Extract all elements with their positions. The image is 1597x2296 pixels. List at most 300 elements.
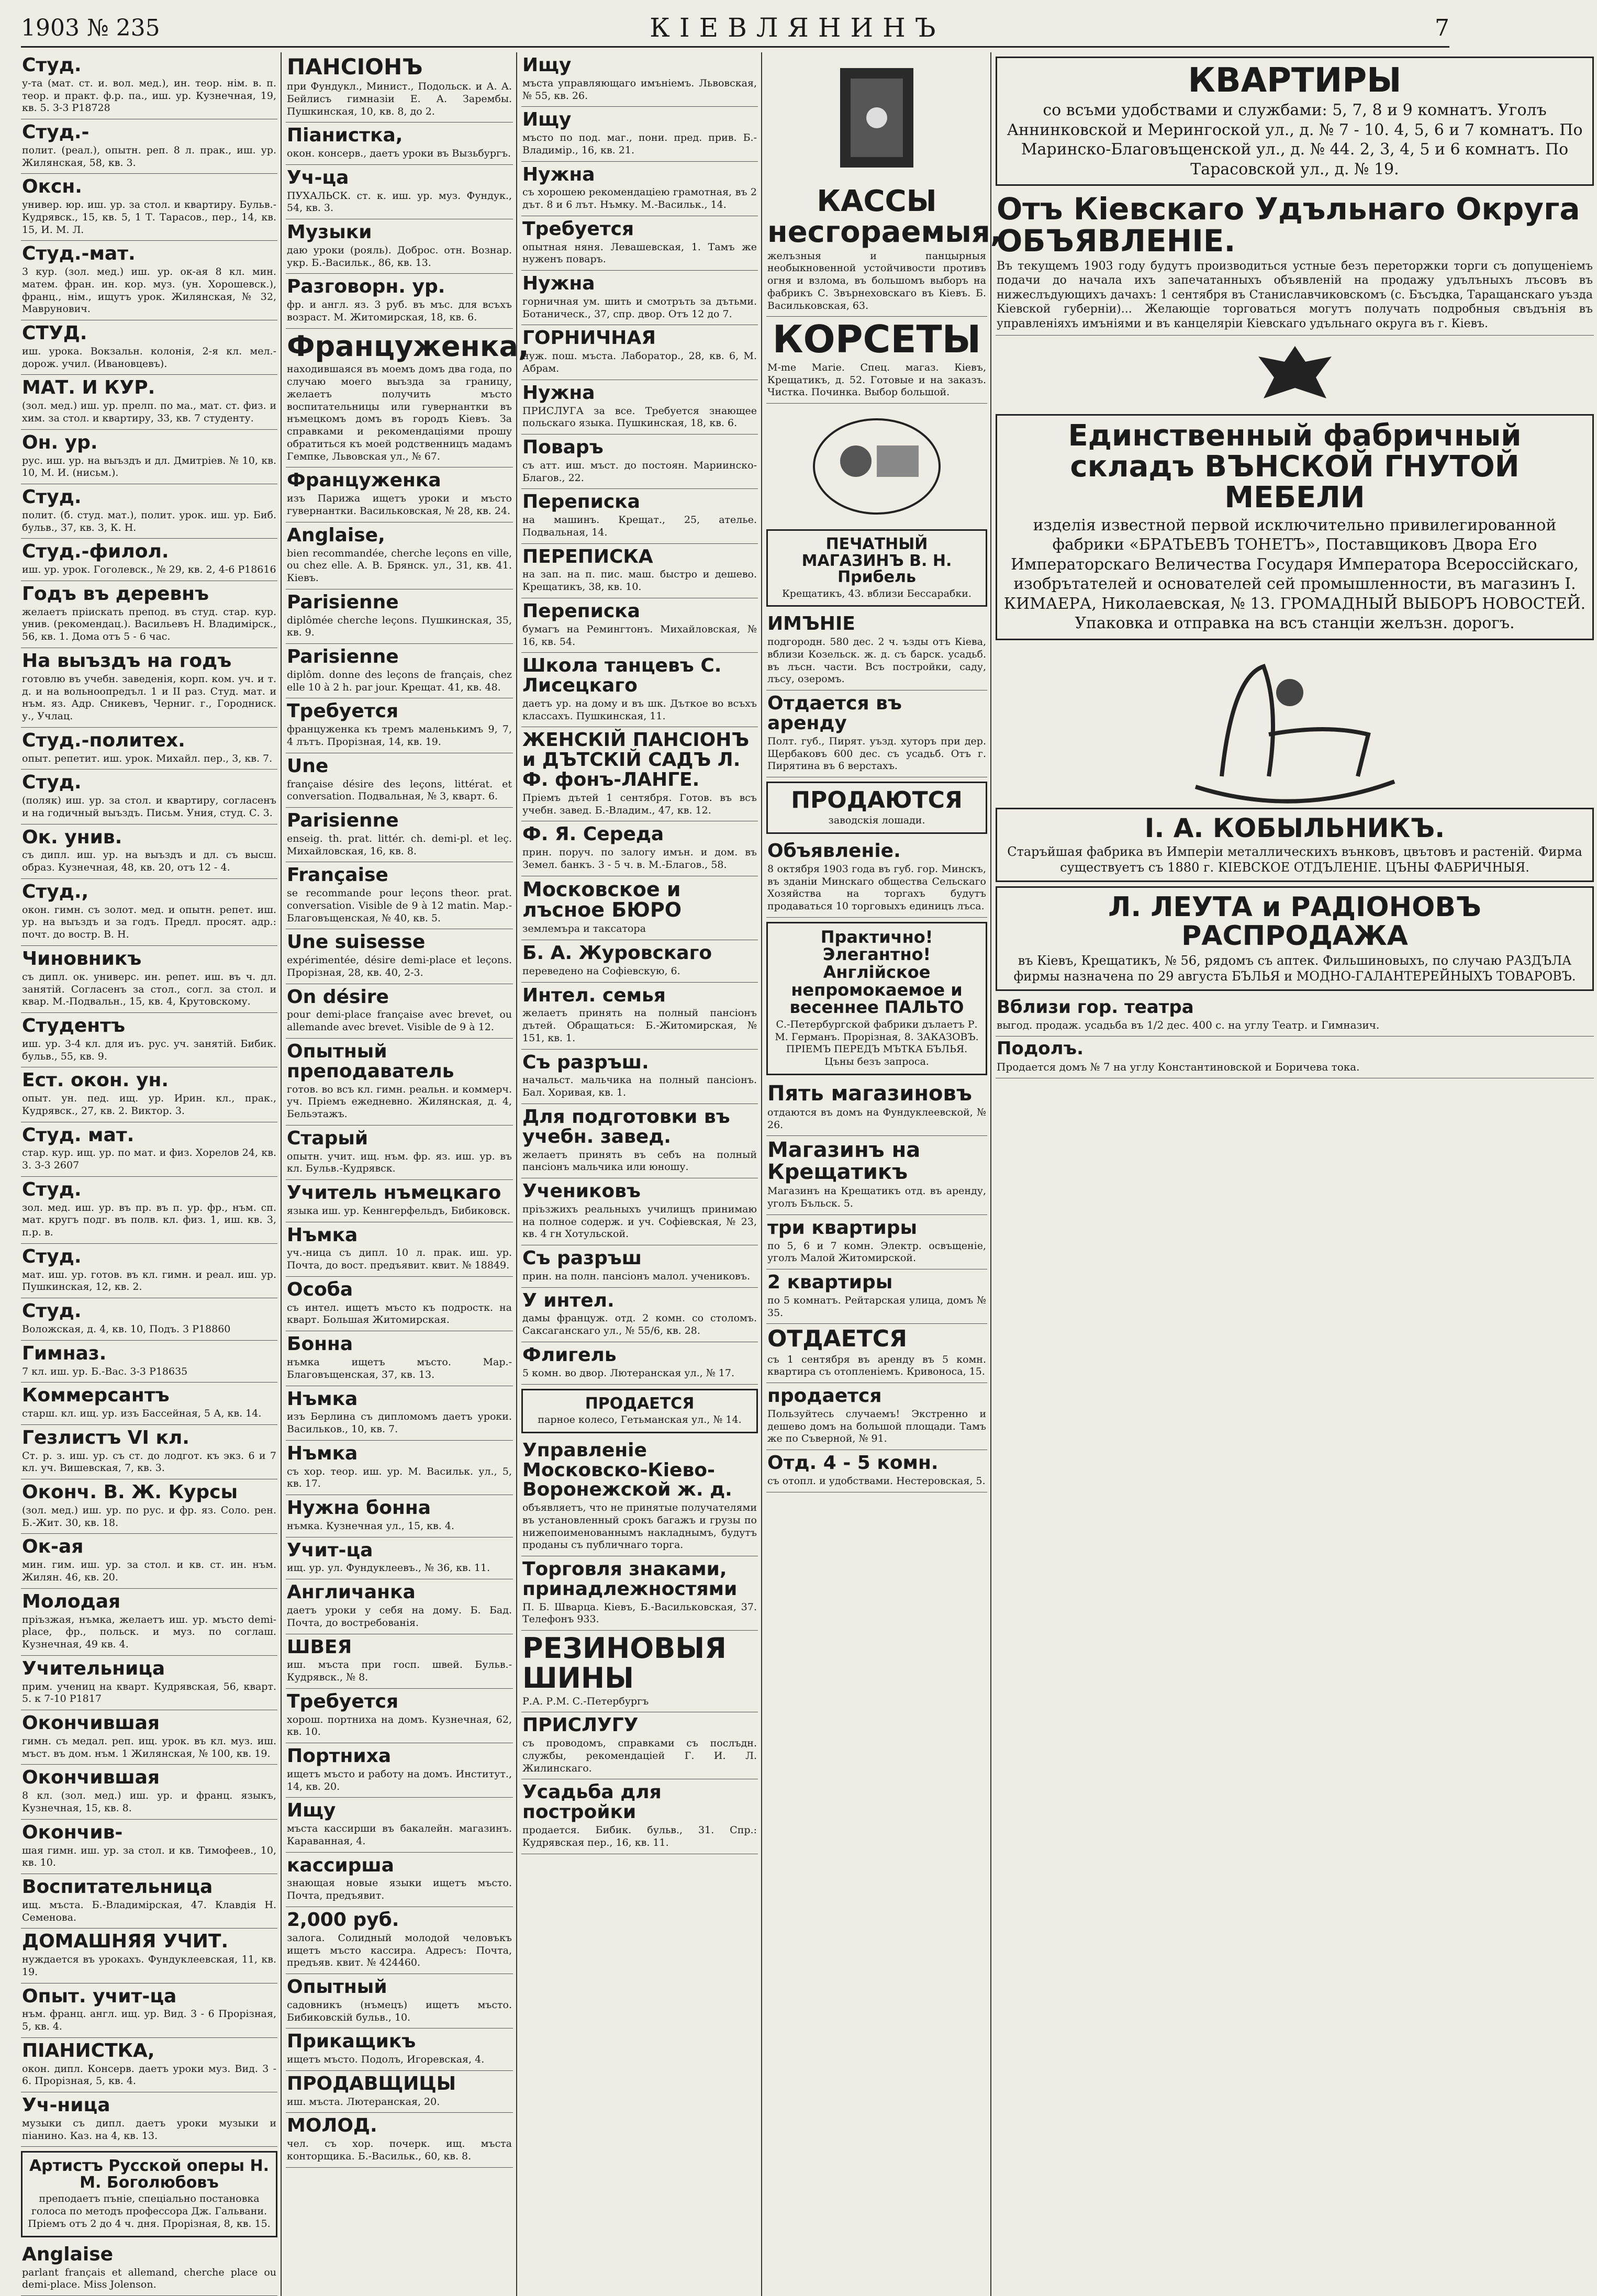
classified-ad <box>996 414 1594 640</box>
ad-title: РЕЗИНОВЫЯ ШИНЫ <box>522 1632 727 1695</box>
ad-body: ищ. мъста. Б.-Владимiрская, 47. Клавдiя Н. Семенова. <box>22 1899 276 1923</box>
classified-ad <box>521 1342 758 1385</box>
ad-body: иш. мъста. Лютеранская, 20. <box>287 2096 440 2108</box>
ad-title: ПРОДАВЩИЦЫ <box>287 2072 456 2094</box>
ad-body: иш. мъста при госп. швей. Бульв.-Кудрявск., № 8. <box>287 1659 512 1684</box>
classified-ad <box>21 320 277 375</box>
classified-ad <box>286 698 513 753</box>
classified-ad <box>996 1036 1594 1078</box>
classified-ad <box>521 1712 758 1779</box>
ad-title: ПРОДАЕТСЯ <box>585 1394 695 1413</box>
classified-ad <box>21 1479 277 1534</box>
classified-ad <box>21 119 277 174</box>
ad-title: Anglaise <box>22 2243 114 2265</box>
classified-ad <box>521 107 758 161</box>
ad-title: Студ. <box>22 1178 82 1200</box>
ad-body: парное колесо, Гетьманская ул., № 14. <box>538 1414 742 1425</box>
rocking-chair-illustration <box>996 645 1594 803</box>
ad-body: (зол. мед.) иш. ур. прелп. по ма., мат. ст. физ. и хим. за стол. и квартиру, 33, кв. 7 студенту. <box>22 400 276 425</box>
ad-body: универ. юр. иш. ур. за стол. и квартиру. Бульв.-Кудрявск., 15, кв. 5, 1 Т. Тарасов., пер., 14, кв. 15, И. М. Л. <box>22 199 276 236</box>
ad-body: съ хор. теор. иш. ур. М. Васильк. ул., 5, кв. 17. <box>287 1465 512 1490</box>
ad-title: Учениковъ <box>522 1180 641 1202</box>
ad-title: Уч-ница <box>22 2094 110 2116</box>
ad-title: Студ. <box>22 772 82 794</box>
ad-title: Особа <box>287 1278 353 1300</box>
ad-body: съ 1 сентября въ аренду въ 5 комн. квартира съ отопленiемъ. Кривоноса, 15. <box>767 1353 986 1378</box>
ad-title: Опытный преподаватель <box>287 1040 454 1082</box>
classified-ad <box>21 1298 277 1341</box>
classified-ad <box>996 57 1594 186</box>
ad-body: съ проводомъ, справками съ послъдн. службы, рекомендацiей Г. И. Л. Жилинскаго. <box>522 1737 757 1774</box>
ad-body: желаетъ принять на полный пансiонъ дътей. Обращаться: Б.-Житомирская, № 151, кв. 1. <box>522 1007 757 1044</box>
classified-ad <box>766 611 987 690</box>
ad-title: Окончившая <box>22 1767 160 1789</box>
ad-body: даетъ ур. на дому и въ шк. Дъткое во всъхъ классахъ. Пушкинская, 11. <box>522 697 757 722</box>
ad-body: чел. съ хор. почерк. ищ. мъста конторщика. Б.-Васильк., 60, кв. 8. <box>287 2138 512 2162</box>
ad-body: 5 комн. во двор. Лютеранская ул., № 17. <box>522 1367 734 1379</box>
classified-ad <box>286 122 513 165</box>
ad-title: Une <box>287 755 329 777</box>
ad-body: Продается домъ № 7 на углу Константиновской и Боричева тока. <box>997 1060 1360 1073</box>
ad-body: нуждается въ урокахъ. Фундуклеевская, 11, кв. 19. <box>22 1954 276 1978</box>
classified-ad <box>286 1039 513 1125</box>
issue-number: 1903 № 235 <box>21 14 160 41</box>
ad-body: 3 кур. (зол. мед.) иш. ур. ок-ая 8 кл. мин. матем. фран. ин. кор. муз. (ун. Хорошевск.), франц., нiм., ищутъ урок. Жилянская, № 32, Маврунович. <box>22 266 276 315</box>
classified-ad <box>286 1853 513 1907</box>
ad-body: изъ Берлина съ дипломомъ даетъ уроки. Васильков., 10, кв. 7. <box>287 1411 512 1435</box>
ad-body: землемъра и таксатора <box>522 923 646 935</box>
ad-body: заводскiя лошади. <box>828 815 925 827</box>
classified-ad <box>521 162 758 216</box>
classified-ad <box>286 1125 513 1180</box>
ad-title: Требуется <box>287 1690 399 1712</box>
ad-title: Ест. окон. ун. <box>22 1069 169 1091</box>
ad-body: на зап. на п. пис. маш. быстро и дешево. Крещатикъ, 38, кв. 10. <box>522 569 757 593</box>
classified-ad <box>766 1324 987 1383</box>
ad-title: Флигель <box>522 1344 617 1366</box>
classified-ad <box>286 52 513 122</box>
ad-body: нуж. пош. мъста. Лаборатор., 28, кв. 6, М. Абрам. <box>522 350 757 375</box>
ad-body: съ хорошею рекомендацiею грамотная, въ 2 дът. 8 и 6 лът. Нъмку. М.-Васильк., 14. <box>522 186 757 211</box>
ad-title: Бонна <box>287 1333 353 1355</box>
ad-title: Отд. 4 - 5 комн. <box>767 1452 939 1474</box>
classified-ad <box>21 879 277 946</box>
classified-ad <box>521 1631 758 1712</box>
classified-ad <box>21 1177 277 1244</box>
columns <box>21 52 1593 2291</box>
classified-ad <box>521 216 758 271</box>
ad-body: желаетъ принять въ себъ на полный пансiонъ мальчика или юношу. <box>522 1149 757 1173</box>
classified-ad <box>521 325 758 380</box>
ad-title: ПРОДАЮТСЯ <box>791 787 963 814</box>
ad-title: Окончившая <box>22 1712 160 1734</box>
ad-title: ПЕРЕПИСКА <box>522 545 653 567</box>
ad-body: se recommande pour leçons theor. prat. conversation. Visible de 9 à 12 matin. Мар.-Благовъщенская, № 40, кв. 5. <box>287 887 512 924</box>
ad-body: 8 кл. (зол. мед.) иш. ур. и франц. языкъ, Кузнечная, 15, кв. 8. <box>22 1790 276 1814</box>
column-3 <box>521 52 762 2296</box>
ad-body: даетъ уроки у себя на дому. Б. Бад. Почта, до востребованiя. <box>287 1604 512 1629</box>
ad-body: 7 кл. иш. ур. Б.-Вас. 3-3 Р18635 <box>22 1365 188 1377</box>
ad-body: ищетъ мъсто. Подолъ, Игоревская, 4. <box>287 2054 485 2066</box>
classified-ad <box>21 946 277 1013</box>
ad-title: Француженка <box>287 470 441 492</box>
classified-ad <box>766 838 987 918</box>
ad-title: 2,000 руб. <box>287 1909 399 1931</box>
ad-body: иш. ур. урок. Гоголевск., № 29, кв. 2, 4-6 Р18616 <box>22 564 276 576</box>
ad-body: садовникъ (нъмецъ) ищетъ мъсто. Бибиковскiй бульв., 10. <box>287 1999 512 2023</box>
classified-ad <box>21 1589 277 1656</box>
ad-title: Нужна <box>522 382 595 404</box>
classified-ad <box>21 1534 277 1588</box>
classified-ad <box>521 598 758 653</box>
classified-ad <box>21 2038 277 2092</box>
ad-body: языка иш. ур. Кеннгерфельдъ, Бибиковск. <box>287 1205 510 1217</box>
classified-ad <box>21 1013 277 1067</box>
ad-title: Гезлистъ VI кл. <box>22 1426 189 1448</box>
ad-title: КАССЫ несгораемыя, <box>767 184 1002 249</box>
ad-title: Магазинъ на Крещатикъ <box>767 1138 921 1185</box>
ad-body: ищ. ур. ул. Фундуклеевъ., № 36, кв. 11. <box>287 1562 490 1574</box>
ad-title: У интел. <box>522 1289 615 1311</box>
ad-body: мин. гим. иш. ур. за стол. и кв. ст. ин. нъм. Жилян. 46, кв. 20. <box>22 1559 276 1584</box>
ad-title: Требуется <box>522 218 634 240</box>
ad-title: Воспитательница <box>22 1876 213 1898</box>
ad-body: Прiемъ дътей 1 сентября. Готов. въ всъ учебн. завед. Б.-Владим., 47, кв. 12. <box>522 792 757 816</box>
classified-ad <box>21 1820 277 1874</box>
ad-body: Воложская, д. 4, кв. 10, Подъ. 3 Р18860 <box>22 1323 231 1335</box>
ad-title: три квартиры <box>767 1217 918 1239</box>
ad-body: готовлю въ учебн. заведенiя, корп. ком. уч. и т. д. и на вольноопредъл. 1 и II раз. Студ. мат. и нъм. яз. Адр. Сникевъ, Черниг. г., Городниск. у., Учлац. <box>22 673 276 722</box>
ad-title: Годъ въ деревнъ <box>22 583 209 605</box>
classified-ad <box>21 1983 277 2038</box>
classified-ad <box>521 876 758 941</box>
classified-ad <box>286 984 513 1039</box>
ad-body: у-та (мат. ст. и. вол. мед.), ин. теор. нiм. в. п. теор. и практ. ф.р. па., иш. ур. Кузнечная, 19, кв. 5. 3-3 Р18728 <box>22 77 276 114</box>
ad-title: ОТДАЕТСЯ <box>767 1325 907 1353</box>
classified-ad <box>21 375 277 429</box>
ad-title: Студ.-мат. <box>22 243 136 265</box>
ad-title: Учит-ца <box>287 1539 373 1561</box>
classified-ad <box>21 824 277 879</box>
ad-title: СТУД. <box>22 322 87 344</box>
ad-title: Ищу <box>522 109 572 131</box>
ad-title: Француженка, <box>287 329 529 363</box>
classified-ad <box>286 1579 513 1634</box>
classified-ad <box>21 648 277 728</box>
ad-title: Поваръ <box>522 437 604 459</box>
ad-title: Нъмка <box>287 1224 358 1246</box>
ad-body: горничная ум. шить и смотръть за дътьми. Ботаническ., 37, спр. двор. Отъ 12 до 7. <box>522 295 757 320</box>
ad-body: прим. учениц на кварт. Кудрявская, 56, кварт. 5. к 7-10 Р1817 <box>22 1680 276 1705</box>
vignette-illustration <box>766 409 987 524</box>
ad-body: окон. консерв., даетъ уроки въ Вызьбургъ. <box>287 148 511 160</box>
ad-body: уч.-ница съ дипл. 10 л. прак. иш. ур. Почта, до вост. предъявит. квит. № 18849. <box>287 1247 512 1272</box>
ad-body: diplôm. donne des leçons de français, chez elle 10 à 2 h. par jour. Крещат. 41, кв. 48. <box>287 668 512 693</box>
column-2 <box>286 52 529 2296</box>
ad-body: Ст. р. з. иш. ур. съ ст. до лодгот. къ экз. 6 и 7 кл. уч. Вишевская, 7, кв. 3. <box>22 1450 276 1474</box>
ad-body: окон. гимн. съ золот. мед. и опытн. репет. иш. ур. на выъздъ и за годъ. Предл. просят. адр.: почт. до востр. В. Н. <box>22 904 276 941</box>
ad-title: Молодая <box>22 1590 121 1612</box>
ad-title: Прикащикъ <box>287 2031 416 2053</box>
ad-body: прiъзжая, нъмка, желаетъ иш. ур. мъсто demi-place, фр., польск. и муз. по соглаш. Кузнечная, 49 кв. 4. <box>22 1613 276 1651</box>
classified-ad <box>21 1425 277 1479</box>
classified-ad <box>21 2242 277 2296</box>
ad-body: объявляетъ, что не принятые получателями въ установленный срокъ багажъ и грузы по нижепоименованнымъ накладнымъ, будутъ проданы съ публичнаго торга. <box>522 1502 757 1551</box>
ad-body: мъста кассирши въ бакалейн. магазинъ. Караванная, 4. <box>287 1823 512 1847</box>
classified-ad <box>521 1245 758 1288</box>
ad-body: опыт. ун. пед. ищ. ур. Ирин. кл., прак., Кудрявск., 27, кв. 2. Виктор. 3. <box>22 1093 276 1117</box>
ad-body: нъм. франц. англ. ищ. ур. Вид. 3 - 6 Прорiзная, 5, кв. 4. <box>22 2008 276 2033</box>
ad-title: Чиновникъ <box>22 948 142 969</box>
classified-ad <box>521 434 758 489</box>
classified-ad <box>521 52 758 107</box>
classified-ad <box>21 1383 277 1425</box>
classified-ad <box>286 2113 513 2167</box>
classified-ad <box>21 2151 277 2237</box>
ad-title: Съ разръш. <box>522 1051 649 1073</box>
classified-ad <box>521 1050 758 1104</box>
classified-ad <box>21 539 277 581</box>
classified-ad <box>21 770 277 824</box>
classified-ad <box>21 1929 277 1983</box>
ad-body: находившаяся въ моемъ домъ два года, по случаю моего выъзда за границу, желаетъ получить мъсто воспитательницы или гувернантки въ нъмецкомъ домъ въ городъ Кiевъ. За справками и рекомендацiями прошу обратиться къ моей родственницъ мадамъ Гемпке, Львовская ул., № 67. <box>287 363 512 462</box>
ad-body: Магазинъ на Крещатикъ отд. въ аренду, уголъ Бъльск. 5. <box>767 1185 986 1210</box>
ad-title: Студ.- <box>22 121 90 143</box>
ad-body: M-me Marie. Спец. магаз. Кiевъ, Крещатикъ, д. 52. Готовые и на заказъ. Чистка. Починка. Выбор большой. <box>767 361 986 398</box>
ad-body: иш. урока. Вокзальн. колонiя, 2-я кл. мел.-дорож. учил. (Ивановцевъ). <box>22 345 276 370</box>
ad-body: enseig. th. prat. littér. ch. demi-pl. et leç. Михайловская, 16, кв. 8. <box>287 832 512 857</box>
column-1 <box>21 52 282 2296</box>
ad-title: Переписка <box>522 491 640 513</box>
ad-body: опыт. репетит. иш. урок. Михайл. пер., 3, кв. 7. <box>22 752 273 764</box>
page-number: 7 <box>1435 14 1449 41</box>
ad-body: переведено на Софiевскую, 6. <box>522 965 680 977</box>
ad-body: начальст. мальчика на полный пансiонъ. Бал. Хоривая, кв. 1. <box>522 1074 757 1099</box>
ad-title: Переписка <box>522 600 640 622</box>
ad-body: отдаются въ домъ на Фундуклеевской, № 26. <box>767 1106 986 1131</box>
classified-ad <box>286 589 513 644</box>
ad-title: Л. ЛЕУТА и РАДIОНОВЪ РАСПРОДАЖА <box>1108 891 1481 952</box>
ad-title: Нужна <box>522 273 595 295</box>
ad-body: по 5, 6 и 7 комн. Электр. освъщенiе, уголъ Малой Житомирской. <box>767 1240 986 1264</box>
ad-body: подгородн. 580 дес. 2 ч. ъзды отъ Кiева, вблизи Козельск. ж. д. съ барск. усадьб. въ лъсн. части. Всъ постройки, саду, лъсу, озеромъ. <box>767 636 986 685</box>
ad-body: окон. дипл. Консерв. даетъ уроки муз. Вид. 3 - 6. Прорiзная, 5, кв. 4. <box>22 2063 276 2087</box>
ad-title: КОРСЕТЫ <box>772 317 981 362</box>
classified-ad <box>521 1389 758 1433</box>
ad-title: Торговля знаками, принадлежностями <box>522 1558 738 1600</box>
ad-body: стар. кур. ищ. ур. по мат. и физ. Хорелов 24, кв. 3. 3-3 2607 <box>22 1147 276 1172</box>
ad-body: bien recommandée, cherche leçons en ville, ou chez elle. A. B. Брянск. ул., 31, кв. 41. Кiевъ. <box>287 547 512 584</box>
ad-title: Съ разръш <box>522 1247 642 1269</box>
ad-title: Единственный фабричный складъ ВЪНСКОЙ ГНУТОЙ МЕБЕЛИ <box>1068 419 1522 515</box>
ad-body: 8 октября 1903 года въ губ. гор. Минскъ, въ зданiи Минскаго общества Сельскаго Хозяйства на торгахъ будутъ продаваться 10 торговыхъ единицъ лъса. <box>767 863 986 912</box>
ad-body: изделiя известной первой исключительно привилегированной фабрики «БРАТЬЕВЪ ТОНЕТЪ», Поставщиковъ Двора Его Императорскаго Величества Государя Императора Всероссiйскаго, изобрътателей и основателей сей промышленности, въ магазинъ I. КИМАЕРА, Николаевская, № 13. ГРОМАДНЫЙ ВЫБОРЪ НОВОСТЕЙ. Упаковка и отправка на всъ станцiи желъзн. дорогъ. <box>1003 516 1586 633</box>
ad-title: Ф. Я. Середа <box>522 823 664 845</box>
ad-body: Крещатикъ, 43. вблизи Бессарабки. <box>782 587 971 599</box>
ad-body: Р.А. Р.М. С.-Петербургъ <box>522 1695 649 1707</box>
ad-body: прiъзжихъ реальныхъ училищъ принимаю на полное содерж. и уч. Софiевская, № 23, кв. 4 гн Хотульской. <box>522 1203 757 1240</box>
ad-title: ДОМАШНЯЯ УЧИТ. <box>22 1931 229 1953</box>
ad-body: гимн. съ медал. реп. ищ. урок. въ кл. муз. иш. мъст. въ дом. нъм. 1 Жилянская, № 100, кв. 19. <box>22 1735 276 1759</box>
ad-body: expérimentée, désire demi-place et leçons. Прорiзная, 28, кв. 40, 2-3. <box>287 954 512 978</box>
ad-title: Отъ Кiевскаго Удъльнаго Округа ОБЪЯВЛЕНIЕ. <box>997 191 1580 259</box>
ad-title: Портниха <box>287 1745 392 1767</box>
ad-body: съ атт. иш. мъст. до постоян. Мариинско-Благов., 22. <box>522 459 757 484</box>
classified-ad <box>21 52 277 119</box>
classified-ad <box>286 165 513 219</box>
classified-ad <box>286 1331 513 1386</box>
ad-body: diplômée cherche leçons. Пушкинская, 35, кв. 9. <box>287 614 512 639</box>
ad-body: parlant français et allemand, cherche place ou demi-place. Miss Jolenson. <box>22 2266 276 2291</box>
ad-title: Нужна бонна <box>287 1497 431 1519</box>
classified-ad <box>521 983 758 1050</box>
ad-title: Студ. <box>22 1300 82 1322</box>
classified-ad <box>521 821 758 876</box>
ad-title: ПIАНИСТКА, <box>22 2039 155 2061</box>
classified-ad <box>286 1180 513 1222</box>
ad-body: музыки съ дипл. даетъ уроки музыки и пiанино. Каз. на 4, кв. 13. <box>22 2117 276 2142</box>
ad-title: ПАНСIОНЪ <box>287 54 423 80</box>
classified-ad <box>286 2028 513 2071</box>
ad-title: Объявленiе. <box>767 840 901 862</box>
classified-ad <box>996 995 1594 1037</box>
ad-title: Интел. семья <box>522 984 666 1006</box>
ad-title: Пiанистка, <box>287 125 403 147</box>
ad-body: на машинъ. Крещат., 25, ателье. Подвальная, 14. <box>522 514 757 538</box>
ad-body: полит. (реал.), опытн. реп. 8 л. прак., иш. ур. Жилянская, 58, кв. 3. <box>22 144 276 169</box>
ad-title: Студентъ <box>22 1015 126 1036</box>
classified-ad <box>286 1743 513 1798</box>
ad-body: полит. (б. студ. мат.), полит. урок. иш. ур. Биб. бульв., 37, кв. 3, К. Н. <box>22 509 276 533</box>
ad-body: ПРИСЛУГА за все. Требуется знающее польскаго языка. Пушкинская, 18, кв. 6. <box>522 405 757 429</box>
ad-title: Ищу <box>522 54 572 76</box>
classified-ad <box>766 1136 987 1215</box>
classified-ad <box>521 1779 758 1854</box>
ad-body: съ дипл. ок. универс. ин. репет. иш. въ ч. дл. занятiй. Согласенъ за стол., согл. за стол. и квар. М.-Подвальн., 15, кв. 4, Крутовскому. <box>22 971 276 1008</box>
ad-body: Старъйшая фабрика въ Имперiи металлическихъ вънковъ, цвътовъ и растенiй. Фирма существуетъ съ 1880 г. КIЕВСКОЕ ОТДЪЛЕНIЕ. ЦЪНЫ ФАБРИЧНЫЯ. <box>1007 844 1582 875</box>
ad-title: Студ., <box>22 880 89 902</box>
classified-ad <box>766 690 987 777</box>
classified-ad <box>286 1441 513 1495</box>
newspaper-title: КIЕВЛЯНИНЪ <box>650 13 945 43</box>
classified-ad <box>21 1067 277 1122</box>
classified-ad <box>521 544 758 598</box>
ad-title: Опытный <box>287 1976 387 1998</box>
ad-title: ШВЕЯ <box>287 1636 352 1658</box>
ad-body: прин. поруч. по залогу имън. и дом. въ Земел. банкъ. 3 - 5 ч. в. М.-Благов., 58. <box>522 846 757 871</box>
ad-title: Нъмка <box>287 1442 358 1464</box>
classified-ad <box>21 430 277 484</box>
ad-body: С.-Петербургской фабрики дълаетъ Р. М. Германъ. Прорiзная, 8. ЗАКАЗОВЪ. ПРIЕМЪ ПЕРЕДЪ МЪТКА БЪЛЬЯ. Цъны безъ запроса. <box>775 1018 979 1068</box>
ad-body: ищетъ мъсто и работу на домъ. Институт., 14, кв. 20. <box>287 1768 512 1792</box>
classified-ad <box>286 862 513 929</box>
ad-body: зол. мед. иш. ур. въ пр. въ п. ур. фр., нъм. сп. мат. кругъ подг. въ полв. кл. физ. 1, иш. кв. 3, п.р. в. <box>22 1201 276 1239</box>
classified-ad <box>766 1215 987 1269</box>
ad-body: со всъми удобствами и службами: 5, 7, 8 и 9 комнатъ. Уголъ Аннинковской и Мерингоской ул., д. № 7 - 10. 4, 5, 6 и 7 комнатъ. По Маринско-Благовъщенской ул., д. № 44. 2, 3, 4, 5 и 6 комнатъ. По Тарасовской ул., д. № 19. <box>1007 101 1583 179</box>
ad-title: На выъздъ на годъ <box>22 650 232 672</box>
ad-title: Учитель нъмецкаго <box>287 1182 501 1204</box>
classified-ad <box>521 1556 758 1631</box>
classified-ad <box>996 808 1594 883</box>
ad-title: Вблизи гор. театра <box>997 996 1194 1018</box>
ad-title: Гимназ. <box>22 1342 107 1364</box>
ad-title: Старый <box>287 1127 368 1149</box>
ad-body: изъ Парижа ищетъ уроки и мъсто гувернантки. Васильковская, № 28, кв. 24. <box>287 493 512 517</box>
ad-title: Он. ур. <box>22 431 98 453</box>
ad-title: Музыки <box>287 221 372 243</box>
classified-ad <box>21 1874 277 1929</box>
ad-body: желаетъ прiискать препод. въ студ. стар. кур. унив. (рекомендац.). Васильевъ Н. Владимiрск., 56, кв. 1. Дома отъ 5 - 6 час. <box>22 606 276 643</box>
classified-ad <box>21 1341 277 1383</box>
classified-ad <box>286 644 513 698</box>
ad-title: Окончив- <box>22 1821 123 1843</box>
ad-title: Ок. унив. <box>22 826 122 848</box>
classified-ad <box>766 1269 987 1324</box>
ad-body: Полт. губ., Пирят. уъзд. хуторъ при дер. Щербаковъ 600 дес. съ усадьб. Отъ г. Пирятина въ 6 верстахъ. <box>767 735 986 772</box>
ad-body: Въ текущемъ 1903 году будутъ производиться устные безъ переторжки торги съ допущенiемъ подачи до начала ихъ запечатанныхъ объявленiй на продажу удълъныхъ лъсовъ въ нижеслъдующихъ дачахъ: 1 сентября въ Станиславчиковскомъ (с. Бъсъдка, Таращанскаго уъзда Кiевской губернiи)... Желающiе торговаться могутъ получать подробныя свъдънiя въ управленiяхъ имънiями и въ канцелярiи Кiевскаго удъльнаго округа въ г. Кiевъ. <box>997 259 1593 330</box>
ad-title: Студ. мат. <box>22 1124 135 1146</box>
ad-body: съ отопл. и удобствами. Нестеровская, 5. <box>767 1475 986 1487</box>
classified-ad <box>21 1656 277 1710</box>
classified-ad <box>21 1710 277 1765</box>
ad-title: Практично! Элегантно! Англiйское непромокаемое и весеннее ПАЛЬТО <box>789 927 964 1018</box>
ad-body: шая гимн. иш. ур. за стол. и кв. Тимофеев., 10, кв. 10. <box>22 1844 276 1869</box>
ad-title: Студ.-филол. <box>22 541 169 563</box>
ad-title: Англичанка <box>287 1581 416 1603</box>
classified-ad <box>286 522 513 589</box>
classified-ad <box>286 1634 513 1689</box>
ad-title: Б. А. Журовскаго <box>522 942 712 964</box>
ad-title: Студ.-политех. <box>22 729 185 751</box>
ad-body: старш. кл. ищ. ур. изъ Бассейная, 5 А, кв. 14. <box>22 1408 262 1420</box>
ad-title: Уч-ца <box>287 166 349 188</box>
ad-title: Студ. <box>22 1245 82 1267</box>
classified-ad <box>286 1277 513 1331</box>
classified-ad <box>286 1495 513 1537</box>
ad-body: знающая новые языки ищетъ мъсто. Почта, предъявит. <box>287 1877 512 1902</box>
ad-title: Parisienne <box>287 591 399 613</box>
ad-title: продается <box>767 1385 882 1407</box>
ad-body: съ дипл. иш. ур. на выъздъ и дл. съ высш. образ. Кузнечная, 48, кв. 20, отъ 12 - 4. <box>22 849 276 874</box>
safe-illustration <box>766 58 987 178</box>
ad-body: (поляк) иш. ур. за стол. и квартиру, согласенъ и на годичный выъздъ. Письм. Уния, студ. С. 3. <box>22 795 276 819</box>
classified-ad <box>766 1383 987 1450</box>
ad-title: Française <box>287 864 388 886</box>
classified-ad <box>286 1537 513 1580</box>
classified-ad <box>286 2071 513 2113</box>
ad-title: Разговорн. ур. <box>287 276 445 298</box>
classified-ad <box>286 753 513 808</box>
ad-body: француженка къ тремъ маленькимъ 9, 7, 4 лътъ. Прорiзная, 14, кв. 19. <box>287 723 512 748</box>
ad-title: кассирша <box>287 1854 394 1876</box>
ad-title: Пять магазиновъ <box>767 1081 972 1106</box>
classified-ad <box>521 653 758 727</box>
ad-body: нъмка ищетъ мъсто. Мар.-Благовъщенская, 37, кв. 13. <box>287 1356 512 1380</box>
classified-ad <box>286 274 513 328</box>
ad-body: опытная няня. Левашевская, 1. Тамъ же нуженъ поваръ. <box>522 241 757 265</box>
ad-body: въ Кiевъ, Крещатикъ, № 56, рядомъ съ аптек. Фильшиновыхъ, по случаю РАЗДЪЛА фирмы назначена по 29 августа БЪЛЬЯ и МОДНО-ГАЛАНТЕРЕЙНЫХЪ ТОВАРОВЪ. <box>1013 953 1576 984</box>
classified-ad <box>521 727 758 821</box>
ad-body: мъста управляющаго имънiемъ. Львовская, № 55, кв. 26. <box>522 77 757 102</box>
classified-ad <box>766 782 987 834</box>
ad-body: мъсто по под. маг., пони. пред. прив. Б.-Владимiр., 16, кв. 21. <box>522 132 757 156</box>
classified-ad <box>21 1765 277 1819</box>
ad-body: продается. Бибик. бульв., 31. Спр.: Кудрявская пер., 16, кв. 11. <box>522 1824 757 1848</box>
classified-ad <box>521 1288 758 1342</box>
ad-title: Усадьба для постройки <box>522 1781 662 1823</box>
classified-ad <box>766 1450 987 1492</box>
ad-title: On désire <box>287 986 389 1008</box>
